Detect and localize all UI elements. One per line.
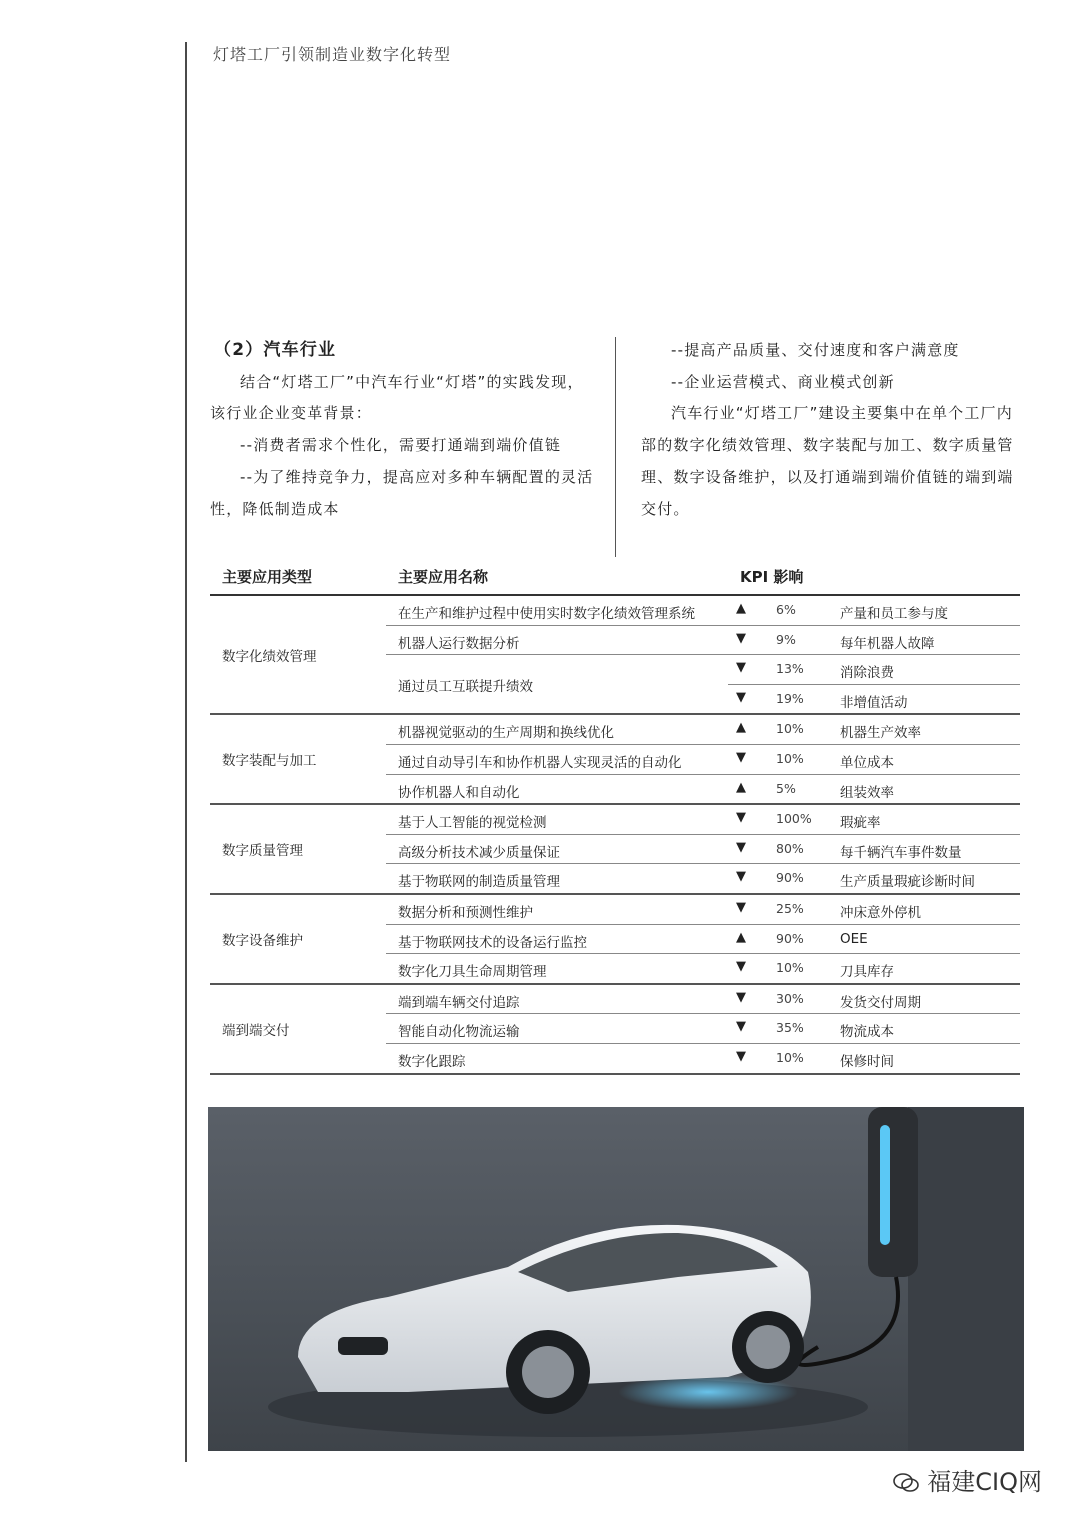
group-type-label: 数字设备维护 — [222, 932, 303, 949]
page-margin-rule — [185, 42, 187, 1462]
section-title: （2）汽车行业 — [214, 340, 337, 360]
table-row — [386, 745, 1020, 775]
table-row — [386, 596, 1020, 626]
kpi-direction-icon: ▲ — [736, 601, 746, 616]
kpi-label: 冲床意外停机 — [840, 904, 921, 921]
kpi-label: 物流成本 — [840, 1024, 894, 1041]
kpi-entry — [728, 805, 1020, 834]
app-name: 机器人运行数据分析 — [398, 635, 520, 652]
kpi-percent: 10% — [776, 1049, 804, 1065]
table-body — [210, 596, 1020, 1075]
app-name: 数字化跟踪 — [398, 1053, 466, 1070]
kpi-entry — [728, 985, 1020, 1014]
table-row — [386, 1014, 1020, 1044]
bullet-item: --消费者需求个性化，需要打通端到端价值链 — [240, 436, 562, 455]
kpi-direction-icon: ▼ — [736, 689, 746, 705]
group-type-label: 数字化绩效管理 — [222, 648, 317, 665]
kpi-percent: 19% — [776, 690, 804, 706]
table-group — [210, 596, 1020, 715]
kpi-percent: 35% — [776, 1020, 804, 1036]
kpi-percent: 90% — [776, 930, 804, 946]
kpi-percent: 25% — [776, 900, 804, 916]
app-name: 协作机器人和自动化 — [398, 784, 520, 801]
right-text-column — [641, 335, 1026, 525]
kpi-direction-icon: ▼ — [736, 839, 746, 855]
table-row — [386, 835, 1020, 865]
kpi-percent: 10% — [776, 750, 804, 766]
kpi-percent: 5% — [776, 780, 796, 796]
table-row — [386, 925, 1020, 955]
running-header: 灯塔工厂引领制造业数字化转型 — [213, 45, 452, 64]
kpi-direction-icon: ▼ — [736, 869, 746, 885]
left-text-column — [210, 335, 595, 525]
kpi-label: 保修时间 — [840, 1053, 894, 1070]
kpi-label: 每年机器人故障 — [840, 635, 935, 652]
kpi-direction-icon: ▼ — [736, 630, 746, 646]
table-group — [210, 805, 1020, 895]
kpi-entry — [728, 655, 1020, 685]
table-row — [386, 985, 1020, 1015]
kpi-direction-icon: ▲ — [736, 720, 746, 736]
group-type-label: 数字质量管理 — [222, 843, 303, 860]
kpi-direction-icon: ▼ — [736, 660, 746, 676]
table-group — [210, 985, 1020, 1075]
kpi-label: OEE — [840, 930, 868, 947]
kpi-label: 刀具库存 — [840, 964, 894, 981]
kpi-label: 组装效率 — [840, 784, 894, 801]
kpi-direction-icon: ▼ — [736, 1048, 746, 1064]
kpi-direction-icon: ▼ — [736, 749, 746, 765]
kpi-percent: 13% — [776, 661, 804, 677]
kpi-label: 单位成本 — [840, 754, 894, 771]
kpi-label: 机器生产效率 — [840, 725, 921, 742]
app-name: 基于物联网技术的设备运行监控 — [398, 934, 587, 951]
footer-text: 福建CIQ网 — [927, 1468, 1042, 1496]
kpi-entry — [728, 596, 1020, 625]
column-divider — [615, 337, 616, 557]
kpi-percent: 6% — [776, 602, 796, 617]
bullet-item: --企业运营模式、商业模式创新 — [671, 372, 895, 391]
footer-brand — [893, 1462, 1042, 1497]
header-type: 主要应用类型 — [222, 568, 313, 586]
intro-paragraph: 结合“灯塔工厂”中汽车行业“灯塔”的实践发现，该行业企业变革背景： — [210, 372, 584, 423]
app-name: 通过自动导引车和协作机器人实现灵活的自动化 — [398, 754, 682, 771]
bullet-item: --为了维持竞争力，提高应对多种车辆配置的灵活性，降低制造成本 — [210, 467, 594, 518]
kpi-entry — [728, 925, 1020, 954]
kpi-label: 产量和员工参与度 — [840, 606, 948, 622]
table-row — [386, 864, 1020, 893]
table-row — [386, 895, 1020, 925]
kpi-entry — [728, 715, 1020, 744]
kpi-entry — [728, 864, 1020, 893]
table-row — [386, 954, 1020, 983]
kpi-percent: 10% — [776, 721, 804, 737]
kpi-table — [210, 562, 1020, 1075]
wechat-icon — [893, 1473, 919, 1493]
app-name: 机器视觉驱动的生产周期和换线优化 — [398, 725, 614, 742]
kpi-percent: 100% — [776, 811, 812, 827]
kpi-label: 非增值活动 — [840, 694, 908, 711]
table-group — [210, 895, 1020, 985]
kpi-percent: 30% — [776, 990, 804, 1006]
kpi-percent: 90% — [776, 870, 804, 886]
app-name: 高级分析技术减少质量保证 — [398, 844, 560, 861]
kpi-direction-icon: ▼ — [736, 1019, 746, 1035]
table-header — [210, 562, 1020, 596]
app-name: 基于物联网的制造质量管理 — [398, 874, 560, 891]
table-row — [386, 775, 1020, 804]
kpi-entry — [728, 1044, 1020, 1073]
group-type-label: 端到端交付 — [222, 1022, 290, 1039]
header-name: 主要应用名称 — [398, 568, 489, 586]
kpi-label: 生产质量瑕疵诊断时间 — [840, 874, 975, 891]
table-group — [210, 715, 1020, 805]
kpi-entry — [728, 954, 1020, 983]
bullet-item: --提高产品质量、交付速度和客户满意度 — [671, 341, 960, 359]
app-name: 基于人工智能的视觉检测 — [398, 815, 547, 832]
kpi-entry — [728, 745, 1020, 774]
table-row — [386, 805, 1020, 835]
app-name: 端到端车辆交付追踪 — [398, 994, 520, 1011]
kpi-label: 每千辆汽车事件数量 — [840, 844, 962, 861]
table-row — [386, 655, 1020, 713]
kpi-entry — [728, 1014, 1020, 1043]
app-name: 智能自动化物流运输 — [398, 1024, 520, 1041]
kpi-percent: 10% — [776, 960, 804, 976]
kpi-label: 发货交付周期 — [840, 994, 921, 1011]
body-paragraph: 汽车行业“灯塔工厂”建设主要集中在单个工厂内部的数字化绩效管理、数字装配与加工、数字质量管理、数字设备维护，以及打通端到端价值链的端到端交付。 — [641, 404, 1014, 518]
app-name: 在生产和维护过程中使用实时数字化绩效管理系统 — [398, 606, 695, 622]
kpi-direction-icon: ▼ — [736, 989, 746, 1005]
app-name: 数字化刀具生命周期管理 — [398, 964, 547, 981]
kpi-percent: 80% — [776, 840, 804, 856]
kpi-entry — [728, 835, 1020, 864]
table-row — [386, 626, 1020, 656]
car-charging-illustration — [208, 1107, 1024, 1451]
app-name: 数据分析和预测性维护 — [398, 904, 533, 921]
header-kpi: KPI 影响 — [740, 568, 804, 586]
kpi-label: 瑕疵率 — [840, 815, 881, 832]
app-name: 通过员工互联提升绩效 — [398, 679, 533, 696]
kpi-direction-icon: ▼ — [736, 899, 746, 915]
kpi-direction-icon: ▼ — [736, 810, 746, 826]
table-row — [386, 1044, 1020, 1073]
electric-car-photo — [208, 1107, 1024, 1451]
kpi-percent: 9% — [776, 631, 796, 647]
kpi-label: 消除浪费 — [840, 665, 894, 682]
kpi-entry — [728, 685, 1020, 714]
kpi-entry — [728, 626, 1020, 655]
kpi-direction-icon: ▲ — [736, 779, 746, 795]
kpi-entry — [728, 775, 1020, 804]
kpi-direction-icon: ▼ — [736, 959, 746, 975]
kpi-direction-icon: ▲ — [736, 929, 746, 945]
kpi-entry — [728, 895, 1020, 924]
table-row — [386, 715, 1020, 745]
group-type-label: 数字装配与加工 — [222, 753, 317, 770]
